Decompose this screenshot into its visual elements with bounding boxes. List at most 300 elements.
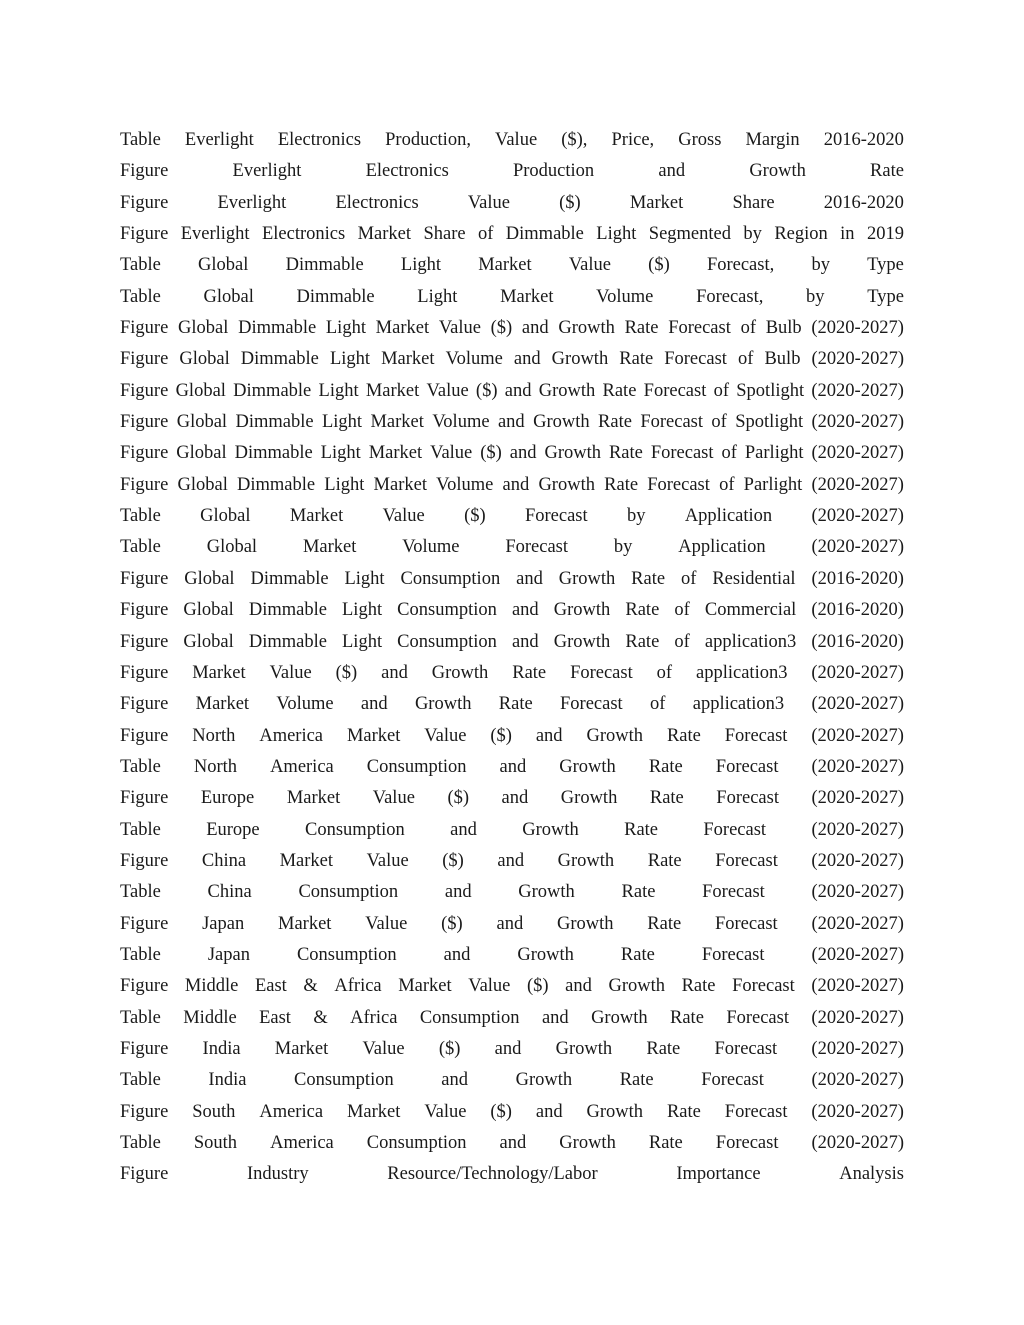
list-item-word: Africa (350, 1007, 398, 1028)
list-item (120, 1003, 904, 1034)
list-item-word: Rate (625, 600, 660, 621)
list-item (120, 532, 904, 563)
list-item-word: Rate (870, 161, 904, 182)
list-item (120, 783, 904, 814)
list-item-word: ($) (559, 192, 581, 213)
list-item-word: Rate (681, 976, 716, 997)
list-item-word: and (658, 161, 686, 182)
list-item-word: and (499, 1133, 527, 1153)
list-item-word: Growth (553, 631, 611, 652)
list-item-word: Market (373, 474, 427, 495)
list-item-word: Table (120, 537, 161, 558)
list-item-word: Market (278, 913, 332, 934)
list-item-word: of (719, 474, 735, 495)
list-item-word: and (541, 1007, 569, 1028)
list-item-word: of (711, 412, 727, 433)
list-item-word: Global (176, 443, 227, 464)
list-item (120, 501, 904, 532)
list-item-word: Price, (611, 130, 655, 150)
list-item-word: Forecast (714, 1038, 778, 1059)
list-item-word: Africa (334, 976, 382, 997)
list-item-word: Consumption (397, 600, 497, 621)
list-item-word: Market (629, 192, 684, 213)
list-item-word: America (270, 756, 334, 777)
list-item-word: of (713, 380, 730, 401)
list-item-word: Market (289, 506, 344, 527)
list-item-word: and (444, 882, 472, 903)
list-item-word: Market (365, 380, 420, 401)
list-item-word: and (535, 1101, 563, 1122)
list-item-word: Rate (598, 412, 632, 433)
list-item (120, 564, 904, 595)
list-item-word: Growth (522, 819, 579, 840)
list-item-word: Market (500, 286, 554, 307)
list-item-word: Growth (749, 161, 806, 182)
list-item-word: Dimmable (234, 443, 313, 464)
list-item-word: Value (372, 788, 415, 809)
list-item-word: Rate (666, 725, 701, 746)
list-item-word: Importance (676, 1164, 761, 1185)
list-item-word: Rate (631, 568, 666, 589)
list-item-word: and (441, 1070, 469, 1091)
list-item-word: Forecast (701, 944, 765, 965)
list-item-word: and (509, 443, 537, 464)
list-item-word: Volume (445, 349, 503, 370)
list-item-word: Global (179, 349, 230, 370)
list-item-word: Market (368, 443, 423, 464)
list-item-word: Europe (206, 819, 260, 840)
list-item-word: Market (286, 788, 341, 809)
list-item-word: Growth (515, 1070, 573, 1091)
list-item-word: Forecast (668, 318, 731, 339)
list-item-word: Rate (620, 944, 655, 965)
list-item-word: (2020-2027) (811, 474, 904, 495)
list-item-word: Forecast (640, 412, 704, 433)
list-item-word: Growth (586, 1101, 644, 1122)
list-item-word: Forecast (664, 349, 727, 370)
list-item-word: Value (468, 976, 511, 997)
list-item-word: (2020-2027) (811, 756, 904, 777)
list-item (120, 438, 904, 469)
list-item-word: Figure (120, 224, 169, 245)
list-item (120, 846, 904, 877)
list-item-word: Dimmable (505, 224, 584, 245)
list-item-word: (2020-2027) (811, 944, 904, 965)
list-item-word: Forecast (715, 1133, 779, 1153)
list-item-word: Parlight (744, 443, 804, 464)
list-item-word: (2020-2027) (811, 1070, 904, 1091)
list-item-word: (2020-2027) (811, 788, 904, 809)
list-item-word: Table (120, 756, 161, 777)
list-item-word: by (613, 537, 633, 558)
list-item-word: (2020-2027) (811, 349, 904, 370)
list-item-word: Region (774, 224, 828, 245)
list-item (120, 188, 904, 219)
list-item-word: application3 (692, 694, 785, 715)
list-item (120, 156, 904, 187)
list-item-word: Figure (120, 1101, 169, 1122)
list-item-word: Value (365, 913, 408, 934)
list-item-word: Rate (648, 756, 683, 777)
list-item-word: Table (120, 286, 161, 307)
list-item-word: South (193, 1133, 238, 1153)
list-item (120, 689, 904, 720)
list-item-word: Application (678, 537, 766, 558)
list-item-word: Dimmable (285, 255, 364, 276)
list-item-word: Value (568, 255, 611, 276)
list-item-word: Rate (670, 1007, 704, 1028)
list-item-word: Table (120, 130, 161, 150)
list-item (120, 282, 904, 313)
list-item-word: Middle (183, 1007, 237, 1028)
list-item-word: Growth (556, 913, 614, 934)
list-item-word: (2020-2027) (811, 976, 904, 997)
list-item-word: Growth (591, 1007, 648, 1028)
list-item-word: Growth (544, 443, 601, 464)
list-item-word: and (497, 850, 525, 871)
list-item-word: Value (362, 1038, 405, 1059)
list-item-word: Everlight (184, 130, 254, 150)
list-item-word: Light (400, 255, 441, 276)
list-item-word: Volume (432, 412, 490, 433)
list-item-word: Forecast (701, 1070, 764, 1091)
list-item-word: Dimmable (240, 349, 319, 370)
list-item (120, 627, 904, 658)
list-item-word: Market (381, 349, 435, 370)
list-item-word: Analysis (839, 1164, 904, 1185)
list-item-word: (2020-2027) (811, 318, 904, 339)
list-item-word: Dimmable (248, 600, 327, 621)
list-item-word: (2020-2027) (811, 537, 904, 558)
list-item-word: Light (329, 349, 371, 370)
list-item-word: Forecast (724, 1101, 788, 1122)
list-item-word: Everlight (217, 192, 287, 213)
list-item-word: Value (269, 662, 312, 683)
list-item-word: of (680, 568, 697, 589)
list-item-word: & (313, 1007, 328, 1028)
list-item-word: Figure (120, 788, 169, 809)
list-item-word: 2016-2020 (823, 192, 904, 213)
list-item-word: Forecast (732, 976, 795, 997)
list-item-word: Table (120, 506, 161, 527)
list-item-word: Rate (646, 1038, 681, 1059)
list-item-word: Value (424, 725, 467, 746)
list-item-word: ($) (490, 1101, 512, 1122)
list-item-word: Parlight (743, 474, 803, 495)
list-item-word: Forecast (650, 443, 714, 464)
list-item (120, 470, 904, 501)
list-item-word: Growth (558, 318, 615, 339)
list-item (120, 752, 904, 783)
list-item-word: Japan (202, 913, 245, 934)
list-item-word: Growth (559, 1133, 616, 1153)
list-item-word: and (499, 756, 527, 777)
list-item-word: Figure (120, 443, 169, 464)
list-item-word: ($) (441, 913, 463, 934)
list-item (120, 407, 904, 438)
list-item-word: Forecast, (706, 255, 775, 276)
list-item-word: Volume (596, 286, 654, 307)
list-item-word: Figure (120, 662, 169, 683)
list-item-word: & (303, 976, 318, 997)
list-item-word: Rate (602, 380, 637, 401)
list-item-word: ($) (648, 255, 670, 276)
list-item-word: Everlight (232, 161, 302, 182)
list-item-word: India (202, 1038, 241, 1059)
list-item-word: Market (478, 255, 532, 276)
list-item-word: Figure (120, 412, 169, 433)
list-item-word: North (192, 725, 236, 746)
list-item (120, 971, 904, 1002)
list-item-word: Light (324, 474, 365, 495)
list-item (120, 344, 904, 375)
list-item-word: and (443, 944, 471, 965)
list-item-word: Volume (276, 694, 334, 715)
list-item-word: ($) (475, 380, 498, 401)
list-item-word: Market (279, 850, 334, 871)
list-item-word: Type (867, 255, 904, 276)
list-item-word: by (743, 224, 762, 245)
list-item-word: Dimmable (233, 380, 312, 401)
list-item-word: of (656, 662, 673, 683)
list-item-word: Figure (120, 161, 169, 182)
list-item-word: Rate (647, 913, 682, 934)
list-item-word: Table (120, 1007, 161, 1028)
list-item-word: Value (495, 130, 538, 150)
list-item-word: Consumption (397, 631, 497, 652)
list-item-word: ($) (447, 788, 470, 809)
list-item-word: Forecast (560, 694, 623, 715)
list-item-word: and (450, 819, 477, 840)
list-item-word: Light (596, 224, 637, 245)
list-item-word: Rate (619, 1070, 654, 1091)
list-item-word: Light (320, 443, 361, 464)
list-item-word: (2020-2027) (811, 443, 904, 464)
list-item-word: Market (192, 662, 246, 683)
list-item-word: (2020-2027) (811, 1101, 904, 1122)
list-item-word: (2020-2027) (811, 725, 904, 746)
list-item-word: and (360, 694, 388, 715)
list-item-word: of (674, 600, 690, 621)
list-item-word: ($) (442, 850, 464, 871)
list-item-word: (2020-2027) (811, 412, 904, 433)
list-item-word: Figure (120, 380, 169, 401)
list-item-word: Value (382, 506, 425, 527)
list-item-word: Market (398, 976, 452, 997)
list-item-word: and (501, 788, 529, 809)
list-item-word: and (565, 976, 592, 997)
list-item-word: East (254, 976, 287, 997)
list-item-word: Production (512, 161, 595, 182)
list-item-word: Global (203, 286, 254, 307)
list-item-word: Value (438, 318, 481, 339)
list-item-word: Table (120, 255, 161, 276)
list-item-word: Rate (608, 443, 643, 464)
list-item-word: Forecast (715, 850, 778, 871)
list-item-word: Figure (120, 976, 169, 997)
list-item-word: Consumption (400, 568, 501, 589)
list-item-word: Dimmable (238, 318, 317, 339)
list-item-word: Market (346, 1101, 401, 1122)
list-item-word: Rate (648, 1133, 683, 1153)
list-item-word: Consumption (305, 819, 405, 840)
list-item-word: America (259, 725, 324, 746)
list-item-word: Light (318, 380, 359, 401)
list-item-word: Global (184, 568, 235, 589)
list-item-word: and (513, 349, 541, 370)
list-item-word: (2020-2027) (811, 506, 904, 527)
list-item (120, 721, 904, 752)
list-item-word: Rate (625, 631, 660, 652)
list-item-word: Global (206, 537, 258, 558)
list-item-word: Growth (538, 474, 595, 495)
list-item (120, 815, 904, 846)
list-item-word: Figure (120, 913, 169, 934)
list-item-word: ($) (335, 662, 358, 683)
list-item-word: of (650, 694, 666, 715)
list-item-word: Table (120, 882, 161, 903)
list-item-word: Figure (120, 725, 169, 746)
list-item (120, 376, 904, 407)
list-item-word: of (477, 224, 494, 245)
list-item-word: Residential (712, 568, 796, 589)
list-item-word: ($) (480, 443, 502, 464)
list-item-word: Type (867, 286, 904, 307)
list-item (120, 250, 904, 281)
list-item-word: Global (183, 600, 234, 621)
list-item-word: and (516, 568, 543, 589)
list-item (120, 1159, 904, 1190)
list-item-word: (2020-2027) (811, 380, 904, 401)
list-item (120, 1097, 904, 1128)
list-item (120, 909, 904, 940)
list-item-word: Rate (624, 318, 659, 339)
list-item-word: America (259, 1101, 324, 1122)
list-item-word: Figure (120, 568, 169, 589)
list-item-word: Global (177, 474, 228, 495)
list-item-word: 2019 (866, 224, 904, 245)
list-item-word: (2020-2027) (811, 662, 904, 683)
list-item-word: and (511, 631, 539, 652)
list-item-word: Light (344, 568, 385, 589)
list-item-word: Rate (604, 474, 639, 495)
list-item-word: and (497, 412, 525, 433)
list-item-word: and (535, 725, 563, 746)
list-item-word: Electronics (261, 224, 346, 245)
list-item-word: Rate (649, 788, 684, 809)
list-item-word: and (521, 318, 549, 339)
list-item-word: Value (366, 850, 409, 871)
list-item-word: and (494, 1038, 522, 1059)
list-of-tables-and-figures (120, 125, 904, 1191)
list-item-word: (2020-2027) (811, 819, 904, 840)
list-item-word: Global (178, 318, 229, 339)
list-item-word: Consumption (298, 882, 399, 903)
list-item-word: Dimmable (250, 568, 329, 589)
list-item-word: Spotlight (736, 380, 805, 401)
list-item-word: Market (357, 224, 412, 245)
list-item-word: Europe (200, 788, 255, 809)
list-item-word: Spotlight (735, 412, 804, 433)
list-item-word: Growth (551, 349, 609, 370)
list-item-word: Industry (246, 1164, 309, 1185)
list-item-word: Rate (621, 882, 656, 903)
list-item-word: Figure (120, 192, 169, 213)
list-item (120, 219, 904, 250)
list-item-word: Dimmable (237, 474, 316, 495)
list-item-word: Global (198, 255, 249, 276)
list-item-word: Volume (402, 537, 460, 558)
list-item-word: America (270, 1133, 334, 1153)
list-item-word: Growth (559, 756, 616, 777)
list-item-word: Forecast (703, 819, 767, 840)
list-item-word: Growth (517, 944, 574, 965)
list-item-word: Table (120, 944, 161, 965)
list-item-word: and (381, 662, 408, 683)
list-item-word: Global (176, 412, 228, 433)
list-item-word: (2016-2020) (811, 631, 904, 652)
list-item-word: Electronics (335, 192, 419, 213)
list-item-word: Bulb (764, 349, 801, 370)
list-item-word: Table (120, 1133, 161, 1153)
list-item-word: Growth (553, 600, 611, 621)
list-item-word: Consumption (294, 1070, 394, 1091)
list-item-word: Growth (533, 412, 590, 433)
list-item-word: (2020-2027) (811, 694, 904, 715)
list-item-word: Growth (560, 788, 618, 809)
list-item-word: Growth (414, 694, 472, 715)
list-item-word: Forecast, (696, 286, 764, 307)
list-item-word: Figure (120, 694, 169, 715)
list-item-word: Figure (120, 850, 169, 871)
list-item-word: China (207, 882, 252, 903)
list-item-word: Forecast (716, 788, 779, 809)
list-item-word: Dimmable (248, 631, 327, 652)
list-item (120, 1128, 904, 1159)
list-item-word: of (737, 349, 754, 370)
list-item-word: (2020-2027) (811, 913, 904, 934)
list-item-word: Japan (207, 944, 250, 965)
list-item-word: Dimmable (235, 412, 314, 433)
list-item-word: by (626, 506, 646, 527)
list-item-word: Bulb (765, 318, 802, 339)
list-item-word: Global (183, 631, 234, 652)
list-item-word: Gross (678, 130, 722, 150)
list-item-word: Light (325, 318, 366, 339)
list-item-word: of (721, 443, 737, 464)
list-item-word: Resource/Technology/Labor (387, 1164, 598, 1185)
list-item (120, 125, 904, 156)
list-item-word: Value (430, 443, 473, 464)
list-item-word: and (504, 380, 532, 401)
list-item-word: Forecast (702, 882, 765, 903)
list-item-word: Growth (558, 568, 616, 589)
list-item-word: ($) (438, 1038, 461, 1059)
list-item-word: Consumption (296, 944, 397, 965)
list-item-word: Figure (120, 600, 169, 621)
list-item-word: Rate (512, 662, 547, 683)
list-item-word: Growth (586, 725, 644, 746)
list-item-word: Figure (120, 474, 169, 495)
list-item-word: Rate (619, 349, 654, 370)
list-item-word: Consumption (366, 1133, 467, 1153)
list-item-word: 2016-2020 (823, 130, 904, 150)
list-item-word: Growth (555, 1038, 613, 1059)
list-item-word: Value (426, 380, 469, 401)
list-item-word: Middle (184, 976, 239, 997)
list-item-word: ($) (526, 976, 549, 997)
list-item-word: Margin (745, 130, 800, 150)
